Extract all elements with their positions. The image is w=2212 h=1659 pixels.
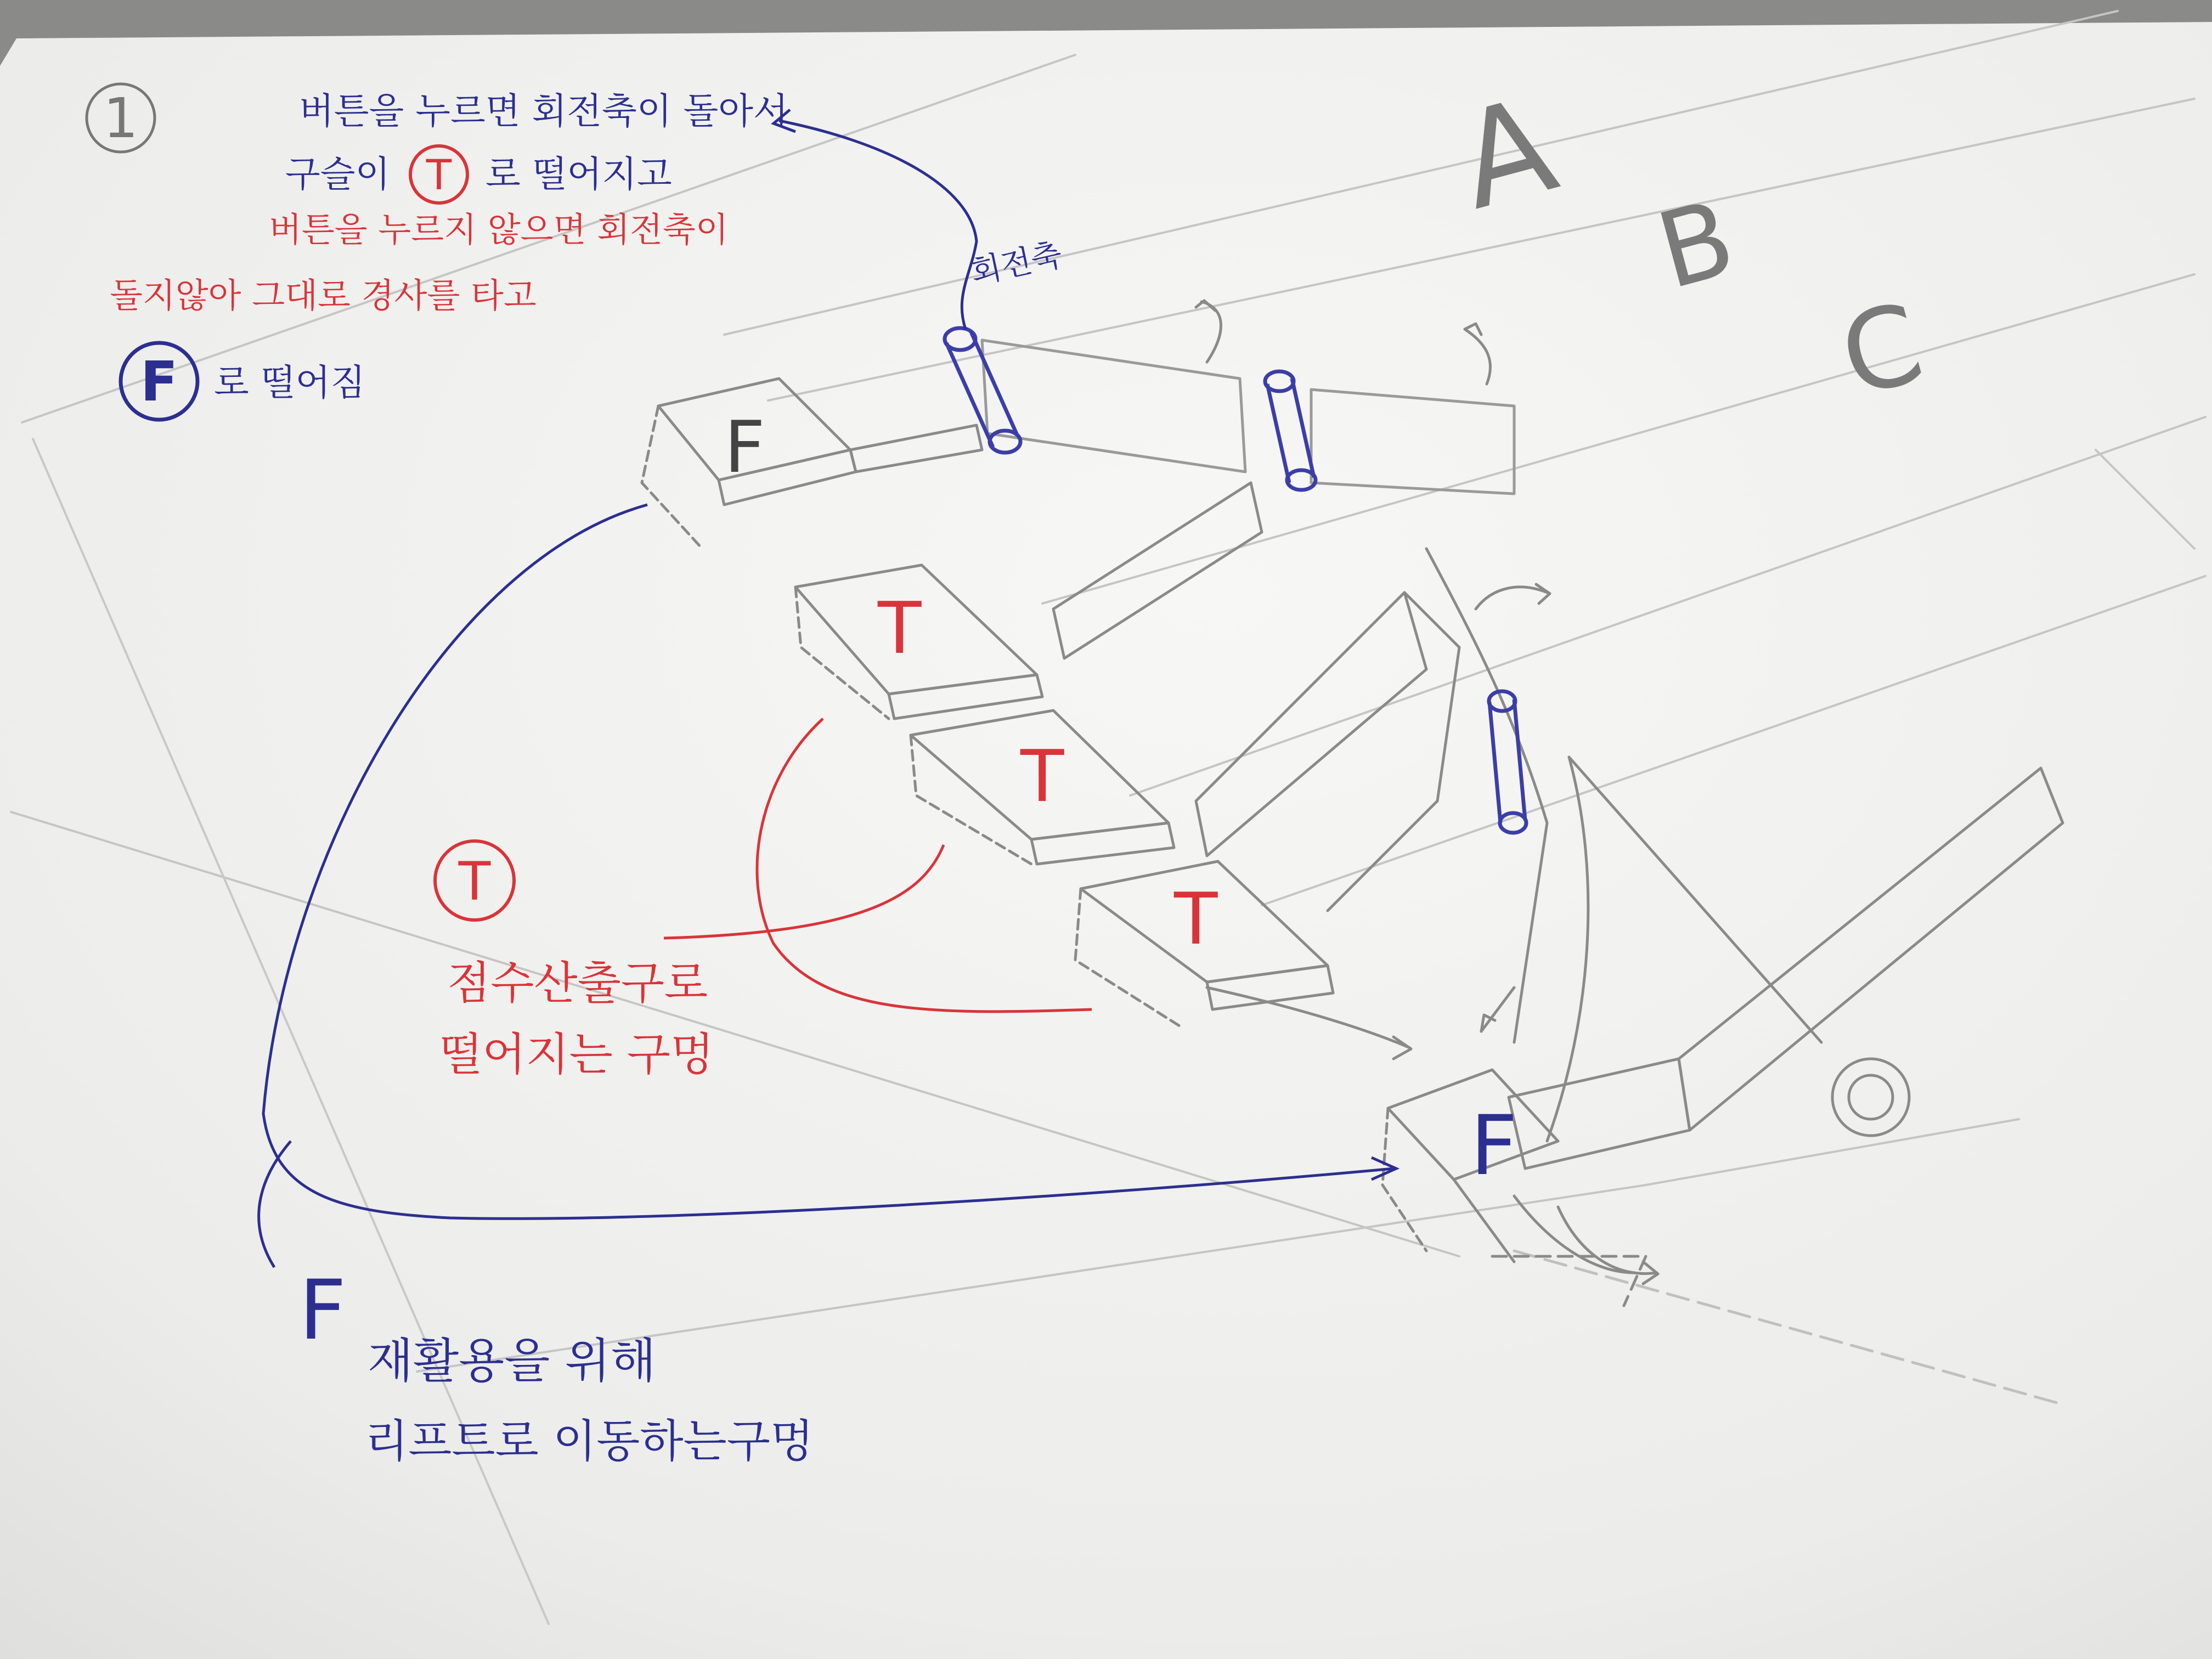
note-red-line1: 버튼을 누르지 않으면 회전축이 [269,210,729,250]
score-circle-label: T [458,851,491,912]
recycle-note-line2: 리프트로 이동하는구멍 [365,1415,814,1468]
note-blue-line1: 버튼을 누르면 회전축이 돌아서 [299,90,788,132]
axis-label: 회전축 [967,235,1065,291]
note-blue-line2-b: 로 떨어지고 [486,153,672,195]
note-blue-line2-a: 구슬이 [285,153,391,195]
box-label-t1: T [878,586,922,670]
track-label-a: A [1443,67,1570,240]
box-label-t2: T [1020,735,1064,818]
recycle-note-letter: F [299,1263,347,1358]
box-label-t3: T [1174,877,1218,961]
track-label-b: B [1645,177,1746,313]
score-note-line2: 떨어지는 구멍 [439,1029,714,1081]
note-red-line2: 돌지않아 그대로 경사를 타고 [110,275,537,315]
track-label-c: C [1828,279,1936,422]
score-note-line1: 점수산출구로 [447,957,708,1009]
svg-text:1: 1 [103,86,138,150]
recycle-note-line1: 재활용을 위해 [368,1334,656,1389]
note-blue-line3: 로 떨어짐 [214,362,366,404]
svg-text:F: F [140,349,178,414]
box-label-f-top: F [724,405,765,489]
box-label-f-bottom: F [1470,1098,1518,1194]
svg-text:T: T [426,150,452,199]
